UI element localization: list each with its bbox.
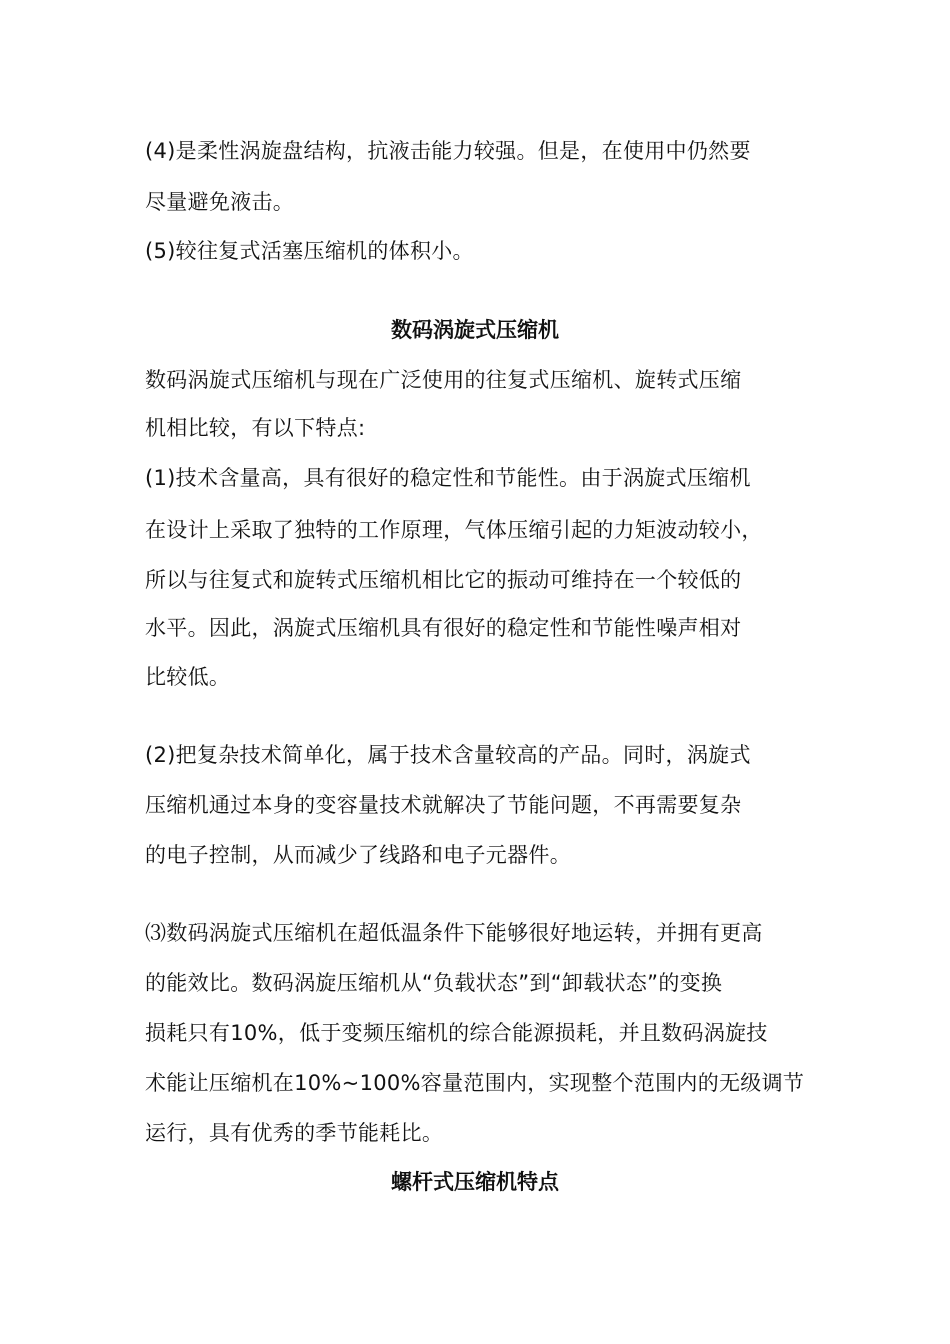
paragraph-line: 压缩机通过本身的变容量技术就解决了节能问题，不再需要复杂	[145, 793, 742, 817]
paragraph-line: 比较低。	[145, 665, 231, 689]
paragraph-line: 术能让压缩机在10%~100%容量范围内，实现整个范围内的无级调节	[145, 1071, 805, 1095]
paragraph-line: 数码涡旋式压缩机与现在广泛使用的往复式压缩机、旋转式压缩	[145, 368, 742, 392]
section-heading: 数码涡旋式压缩机	[391, 318, 559, 342]
paragraph-line: (2)把复杂技术简单化，属于技术含量较高的产品。同时，涡旋式	[145, 743, 751, 767]
paragraph-line: 尽量避免液击。	[145, 190, 295, 214]
paragraph-line: (5)较往复式活塞压缩机的体积小。	[145, 239, 474, 263]
paragraph-line: 运行，具有优秀的季节能耗比。	[145, 1121, 444, 1145]
paragraph-line: 的能效比。数码涡旋压缩机从“负载状态”到“卸载状态”的变换	[145, 971, 723, 995]
paragraph-line: (1)技术含量高，具有很好的稳定性和节能性。由于涡旋式压缩机	[145, 466, 751, 490]
paragraph-line: (4)是柔性涡旋盘结构，抗液击能力较强。但是，在使用中仍然要	[145, 139, 751, 163]
paragraph-line: 的电子控制，从而减少了线路和电子元器件。	[145, 843, 571, 867]
paragraph-line: 机相比较，有以下特点:	[145, 416, 366, 440]
paragraph-line: 水平。因此，涡旋式压缩机具有很好的稳定性和节能性噪声相对	[145, 616, 742, 640]
section-heading: 螺杆式压缩机特点	[391, 1170, 559, 1194]
paragraph-line: ⑶数码涡旋式压缩机在超低温条件下能够很好地运转，并拥有更高	[145, 921, 763, 945]
paragraph-line: 损耗只有10%，低于变频压缩机的综合能源损耗，并且数码涡旋技	[145, 1021, 768, 1045]
paragraph-line: 在设计上采取了独特的工作原理，气体压缩引起的力矩波动较小，	[145, 518, 763, 542]
paragraph-line: 所以与往复式和旋转式压缩机相比它的振动可维持在一个较低的	[145, 568, 742, 592]
